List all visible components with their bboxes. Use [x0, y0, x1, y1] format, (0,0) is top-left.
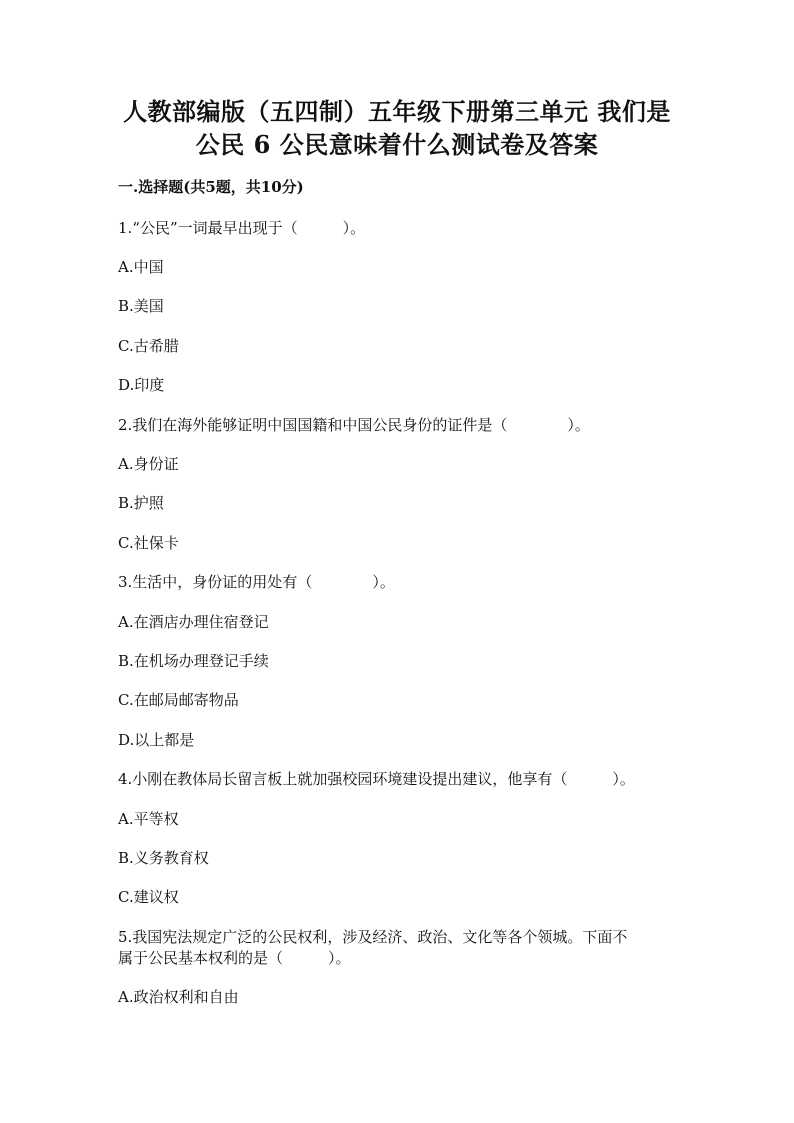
question-4-stem: 4.小刚在教体局长留言板上就加强校园环境建设提出建议，他享有（ ）。 [118, 770, 635, 788]
document-title-line-2: 公民 6 公民意味着什么测试卷及答案 [195, 130, 599, 159]
question-1-option-d: D.印度 [118, 376, 165, 394]
question-5-stem-line-2: 属于公民基本权利的是（ ）。 [118, 949, 351, 967]
question-5-option-a: A.政治权利和自由 [118, 988, 239, 1006]
question-2-option-a: A.身份证 [118, 455, 179, 473]
question-2-option-b: B.护照 [118, 494, 164, 512]
question-1-option-a: A.中国 [118, 258, 164, 276]
question-3-option-d: D.以上都是 [118, 731, 195, 749]
question-3-option-b: B.在机场办理登记手续 [118, 652, 269, 670]
question-5-stem-line-1: 5.我国宪法规定广泛的公民权利，涉及经济、政治、文化等各个领城。下面不 [118, 928, 628, 946]
question-3-option-a: A.在酒店办理住宿登记 [118, 613, 269, 631]
question-1-option-c: C.古希腊 [118, 337, 179, 355]
question-4-option-c: C.建议权 [118, 888, 179, 906]
question-2-option-c: C.社保卡 [118, 534, 179, 552]
question-2-stem: 2.我们在海外能够证明中国国籍和中国公民身份的证件是（ ）。 [118, 416, 590, 434]
question-4-option-b: B.义务教育权 [118, 849, 209, 867]
question-3-option-c: C.在邮局邮寄物品 [118, 691, 239, 709]
question-1-option-b: B.美国 [118, 297, 164, 315]
section-heading: 一.选择题(共5题，共10分) [118, 178, 304, 196]
question-1-stem: 1.“公民”一词最早出现于（ ）。 [118, 219, 366, 237]
question-4-option-a: A.平等权 [118, 810, 179, 828]
question-3-stem: 3.生活中，身份证的用处有（ ）。 [118, 573, 395, 591]
document-title-line-1: 人教部编版（五四制）五年级下册第三单元 我们是 [123, 97, 671, 126]
